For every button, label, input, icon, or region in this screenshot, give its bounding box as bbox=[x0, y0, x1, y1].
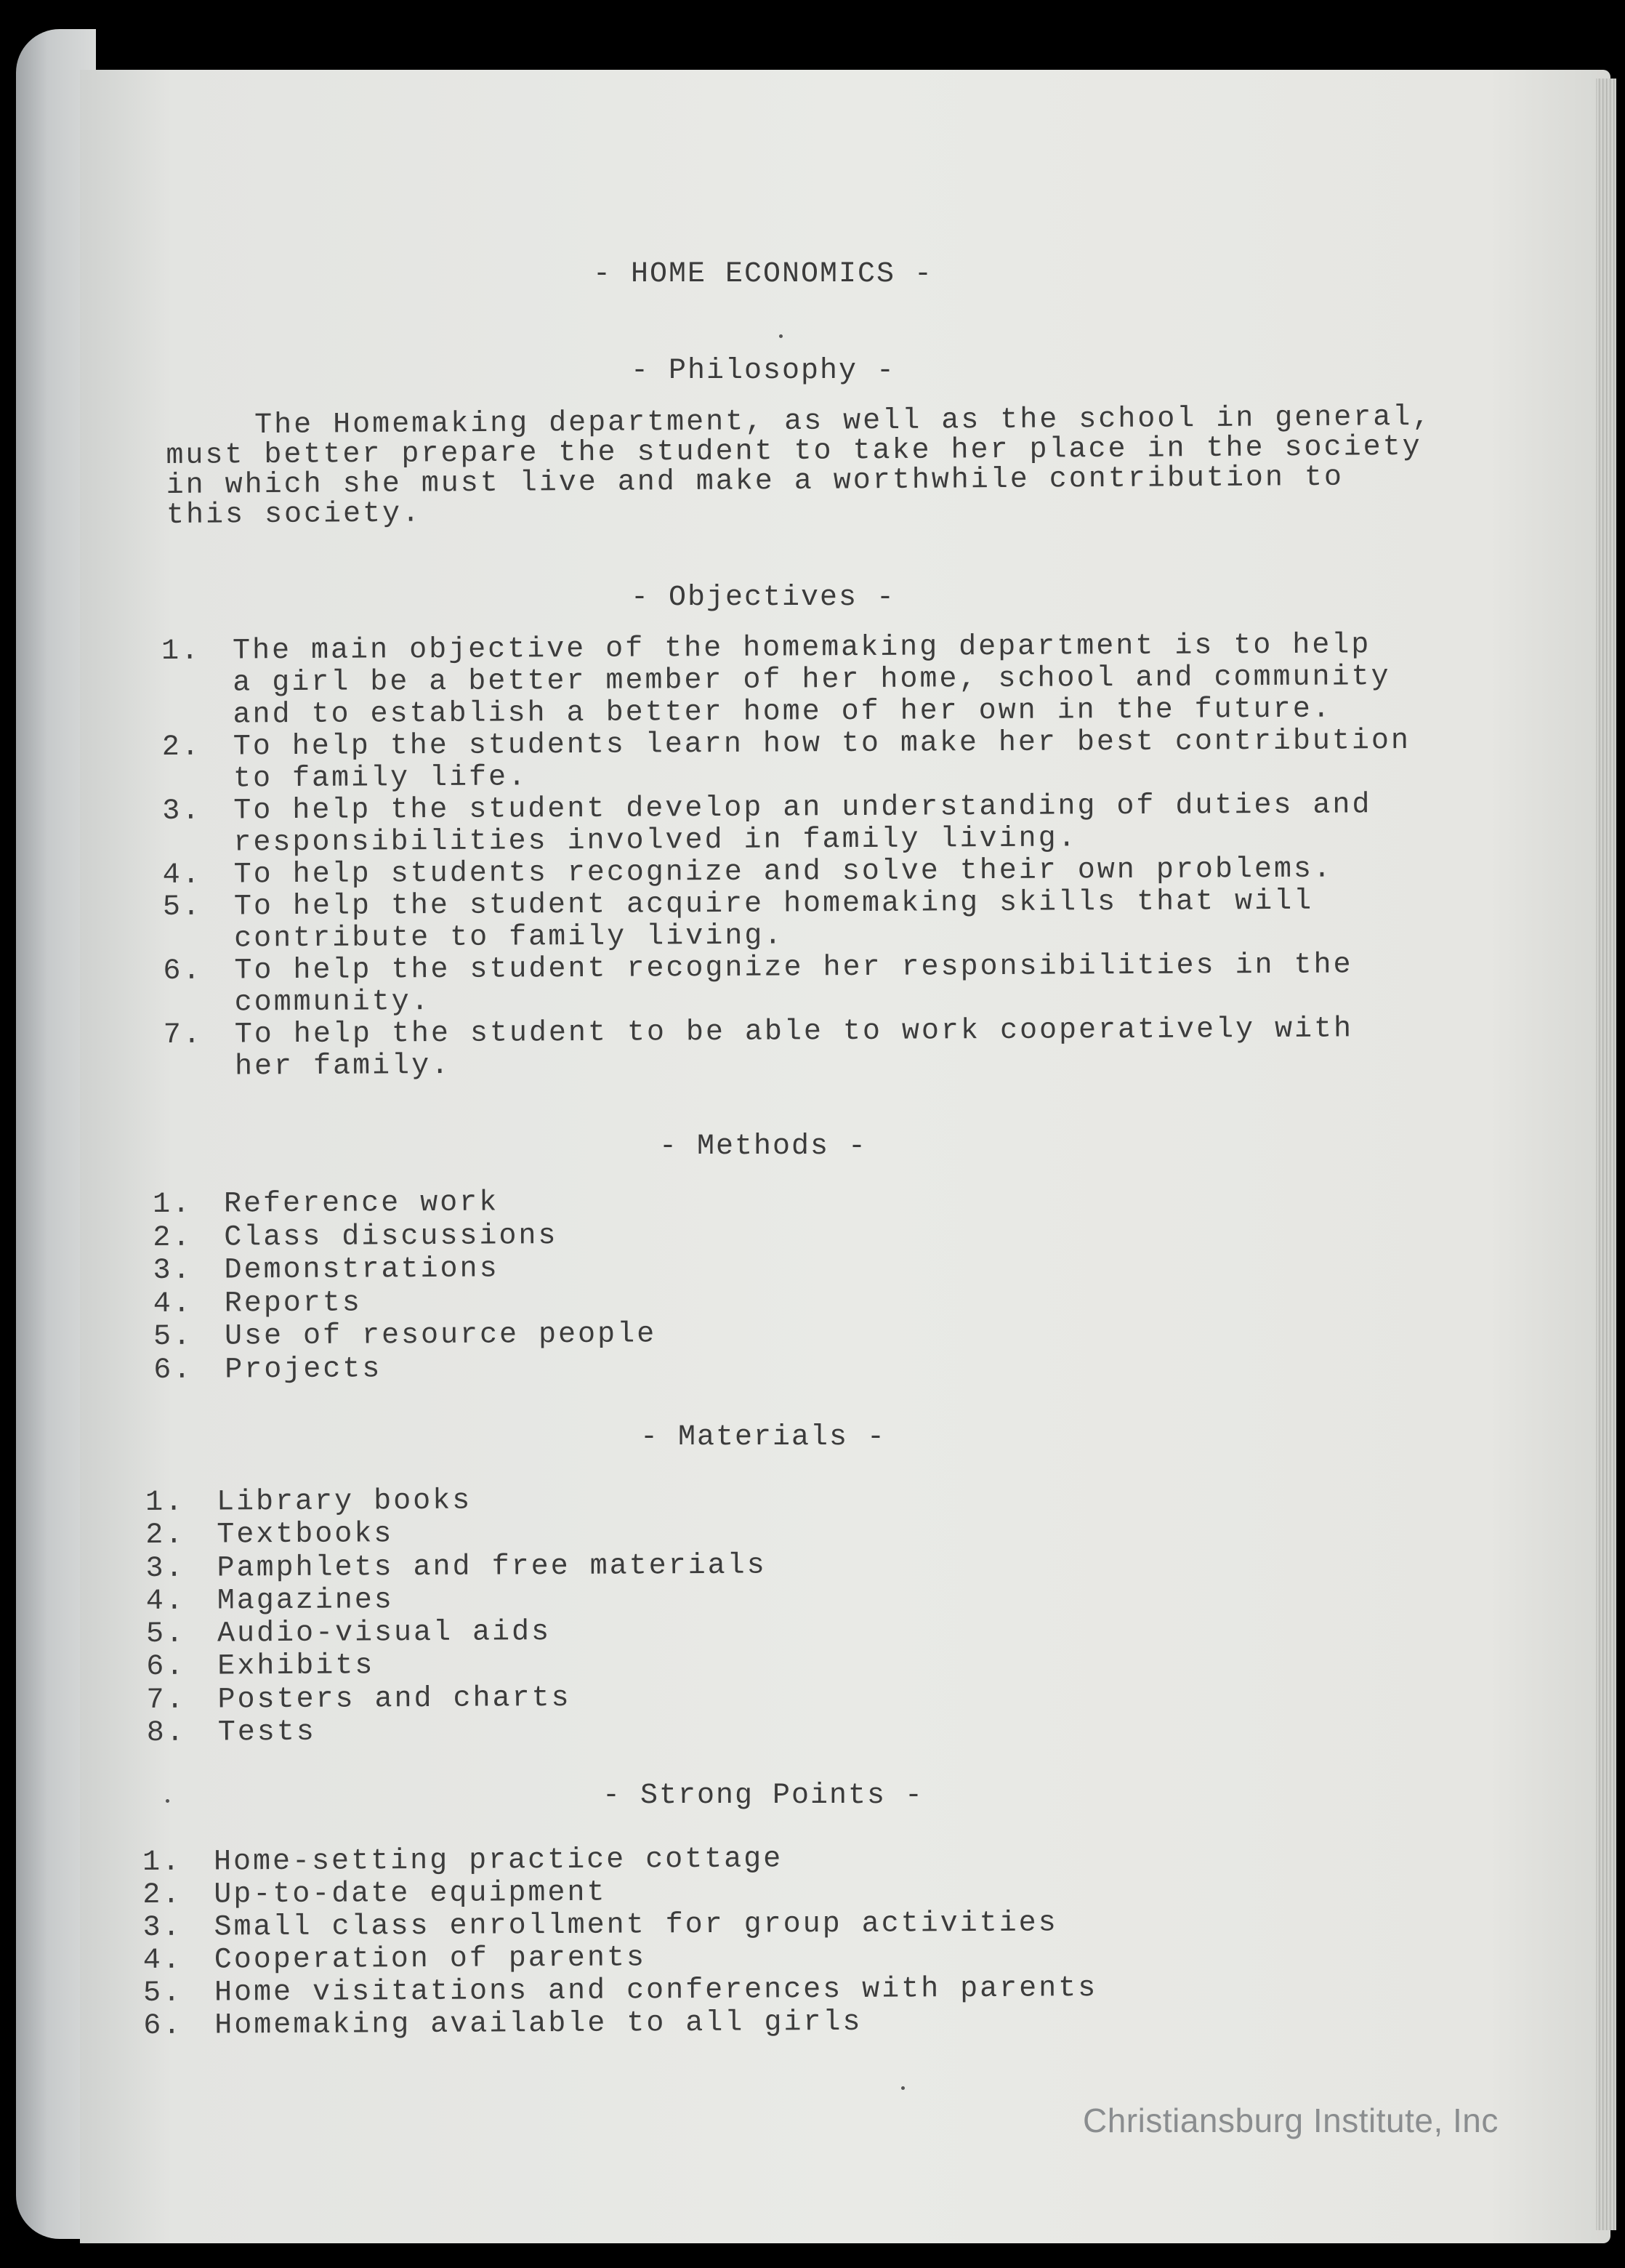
methods-heading: - Methods - bbox=[658, 1130, 868, 1163]
stray-mark bbox=[779, 334, 783, 338]
list-item-text: Library books bbox=[216, 1484, 472, 1519]
list-item bbox=[153, 1318, 656, 1354]
list-item-number: 2. bbox=[142, 1878, 182, 1912]
list-item-number: 5. bbox=[142, 1977, 183, 2010]
list-item-text: Demonstrations bbox=[224, 1252, 499, 1287]
list-item-number: 6. bbox=[146, 1651, 186, 1684]
materials-heading: - Materials - bbox=[640, 1421, 887, 1454]
list-item-number: 2. bbox=[145, 1519, 185, 1553]
list-item-number: 7. bbox=[146, 1684, 186, 1717]
list-item bbox=[163, 885, 1412, 956]
list-item-text: Use of resource people bbox=[224, 1318, 657, 1354]
list-item-text: Pamphlets and free materials bbox=[217, 1549, 767, 1585]
list-item-text: Textbooks bbox=[217, 1518, 394, 1552]
strong-points-heading: - Strong Points - bbox=[602, 1780, 924, 1812]
list-item-number: 5. bbox=[162, 890, 203, 924]
list-item-text: Cooperation of parents bbox=[214, 1942, 647, 1977]
list-item bbox=[142, 1907, 1097, 1945]
philosophy-heading: - Philosophy - bbox=[630, 355, 896, 387]
list-item bbox=[153, 1351, 656, 1387]
list-item-number: 3. bbox=[162, 795, 202, 828]
list-item-number: 3. bbox=[145, 1552, 185, 1585]
stray-mark bbox=[166, 1799, 169, 1803]
list-item bbox=[143, 2005, 1097, 2043]
list-item-number: 4. bbox=[162, 858, 202, 892]
list-item bbox=[145, 1549, 766, 1585]
list-item bbox=[142, 1841, 1097, 1879]
list-item bbox=[143, 1972, 1097, 2010]
list-item-text: Magazines bbox=[217, 1584, 394, 1618]
list-item-text: Projects bbox=[225, 1352, 382, 1386]
list-item-text: Class discussions bbox=[224, 1219, 558, 1254]
list-item-text: Small class enrollment for group activities bbox=[214, 1907, 1058, 1945]
list-item-text: Up-to-date equipment bbox=[214, 1876, 607, 1912]
list-item-number: 7. bbox=[163, 1018, 203, 1052]
list-item-text: To help the student to be able to work cooperatively with her family. bbox=[234, 1013, 1354, 1084]
objectives-list bbox=[161, 630, 1412, 1084]
list-item-number: 4. bbox=[153, 1287, 193, 1321]
list-item bbox=[146, 1615, 767, 1652]
list-item-number: 6. bbox=[163, 954, 203, 988]
list-item-text: Home visitations and conferences with parents bbox=[214, 1972, 1098, 2010]
strong-points-list bbox=[142, 1841, 1098, 2043]
list-item-number: 6. bbox=[153, 1354, 193, 1387]
list-item bbox=[162, 789, 1411, 860]
stray-mark bbox=[901, 2086, 905, 2090]
list-item bbox=[162, 725, 1411, 796]
list-item-text: To help the student acquire homemaking skills that will contribute to family living. bbox=[233, 885, 1314, 956]
list-item-number: 1. bbox=[145, 1486, 185, 1519]
list-item bbox=[163, 949, 1412, 1020]
page-title: - HOME ECONOMICS - bbox=[592, 258, 934, 291]
list-item-text: Homemaking available to all girls bbox=[214, 2006, 863, 2043]
philosophy-paragraph: The Homemaking department, as well as the school in general, must better prepare the student to take her place in the society in which she must live and make a worthwhile contribution to this society. bbox=[166, 401, 1432, 532]
list-item-number: 1. bbox=[153, 1188, 193, 1221]
list-item bbox=[161, 630, 1411, 732]
list-item bbox=[146, 1648, 767, 1684]
list-item bbox=[145, 1516, 766, 1553]
list-item bbox=[145, 1484, 766, 1520]
list-item-text: To help students recognize and solve their own problems. bbox=[233, 853, 1334, 892]
list-item-text: Home-setting practice cottage bbox=[213, 1843, 783, 1879]
watermark-text: Christiansburg Institute, Inc bbox=[1083, 2102, 1499, 2139]
list-item-number: 1. bbox=[161, 635, 201, 668]
list-item-text: To help the student recognize her responsibilities in the community. bbox=[234, 949, 1353, 1020]
list-item-text: Audio-visual aids bbox=[217, 1616, 552, 1651]
list-item bbox=[142, 1874, 1097, 1912]
list-item-number: 8. bbox=[146, 1716, 186, 1750]
list-item-number: 3. bbox=[142, 1911, 182, 1945]
list-item bbox=[147, 1714, 767, 1750]
list-item bbox=[164, 1013, 1413, 1084]
list-item bbox=[143, 1939, 1097, 1977]
list-item-text: Reports bbox=[224, 1286, 362, 1320]
list-item-text: Tests bbox=[217, 1716, 316, 1750]
list-item-text: The main objective of the homemaking department is to help a girl be a better member of her home, school and community and to establish a better home of her own in the future. bbox=[232, 629, 1391, 732]
list-item-number: 4. bbox=[142, 1944, 182, 1977]
list-item-number: 1. bbox=[142, 1846, 182, 1879]
list-item-number: 4. bbox=[145, 1585, 185, 1618]
list-item-text: Posters and charts bbox=[217, 1681, 571, 1717]
list-item-number: 6. bbox=[143, 2009, 183, 2043]
objectives-heading: - Objectives - bbox=[630, 582, 896, 614]
list-item-number: 3. bbox=[153, 1254, 193, 1287]
list-item-number: 5. bbox=[145, 1617, 186, 1652]
list-item bbox=[153, 1186, 656, 1221]
materials-list bbox=[145, 1484, 767, 1750]
list-item-text: To help the student develop an understanding of duties and responsibilities involved in family living. bbox=[233, 789, 1372, 860]
list-item-number: 2. bbox=[161, 731, 201, 764]
list-item-number: 2. bbox=[153, 1221, 193, 1255]
list-item-text: Reference work bbox=[223, 1186, 499, 1221]
methods-list bbox=[153, 1186, 657, 1387]
list-item bbox=[153, 1285, 656, 1321]
list-item bbox=[146, 1681, 767, 1717]
list-item bbox=[153, 1219, 656, 1255]
list-item-text: Exhibits bbox=[217, 1649, 375, 1684]
list-item bbox=[146, 1582, 767, 1618]
list-item bbox=[153, 1252, 656, 1287]
list-item-number: 5. bbox=[153, 1320, 193, 1354]
list-item-text: To help the students learn how to make her best contribution to family life. bbox=[233, 725, 1411, 796]
